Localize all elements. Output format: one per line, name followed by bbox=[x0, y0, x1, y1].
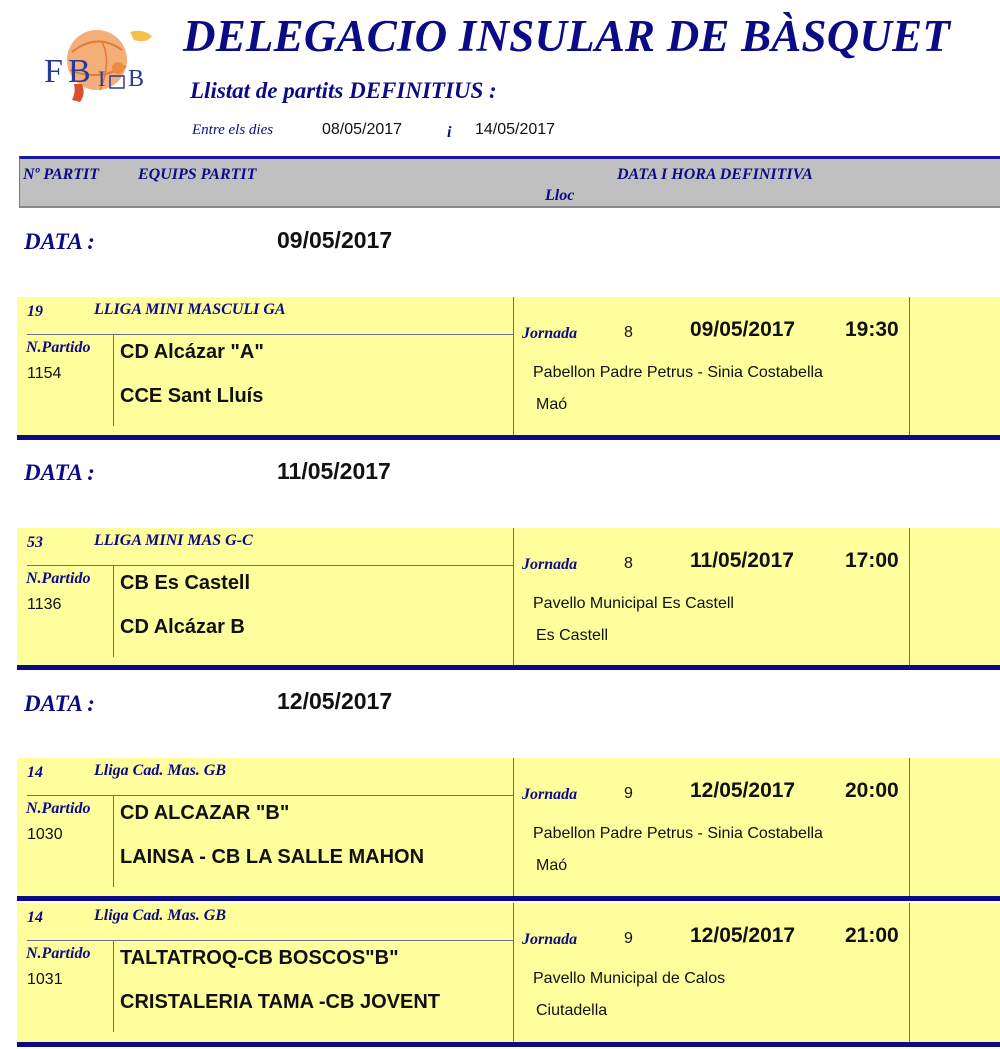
category-rule bbox=[27, 334, 513, 335]
home-team: CD Alcázar "A" bbox=[120, 341, 264, 363]
column-divider bbox=[909, 758, 910, 896]
np-value: 1030 bbox=[27, 826, 63, 843]
svg-text:B: B bbox=[128, 66, 145, 92]
column-divider bbox=[909, 528, 910, 665]
column-header-num: Nº PARTIT bbox=[23, 166, 100, 183]
category-rule bbox=[27, 940, 513, 941]
away-team: CD Alcázar B bbox=[120, 616, 245, 638]
home-team: CD ALCAZAR "B" bbox=[120, 802, 290, 824]
match-card[interactable] bbox=[17, 528, 1000, 670]
match-date: 12/05/2017 bbox=[690, 924, 796, 947]
column-header-bar bbox=[19, 156, 1000, 208]
match-date: 11/05/2017 bbox=[690, 549, 794, 572]
section-date-value: 12/05/2017 bbox=[277, 688, 393, 714]
jornada-value: 8 bbox=[624, 324, 633, 341]
inner-divider bbox=[113, 795, 114, 887]
match-time: 19:30 bbox=[845, 318, 899, 341]
svg-text:B: B bbox=[68, 53, 91, 90]
match-city: Ciutadella bbox=[536, 1002, 608, 1019]
match-number: 53 bbox=[27, 534, 43, 551]
np-value: 1031 bbox=[27, 971, 63, 988]
section-date-value: 11/05/2017 bbox=[277, 458, 391, 484]
svg-text:I: I bbox=[98, 66, 106, 91]
page-title: DELEGACIO INSULAR DE BÀSQUET bbox=[183, 11, 951, 61]
away-team: CRISTALERIA TAMA -CB JOVENT bbox=[120, 991, 440, 1013]
np-label: N.Partido bbox=[26, 339, 91, 356]
column-divider bbox=[513, 297, 514, 435]
match-card[interactable] bbox=[17, 758, 1000, 901]
column-header-teams: EQUIPS PARTIT bbox=[138, 166, 257, 183]
away-team: CCE Sant Lluís bbox=[120, 385, 264, 407]
inner-divider bbox=[113, 565, 114, 657]
match-number: 14 bbox=[27, 909, 43, 926]
match-category: LLIGA MINI MASCULI GA bbox=[94, 301, 286, 318]
match-card[interactable] bbox=[17, 297, 1000, 440]
match-category: Lliga Cad. Mas. GB bbox=[94, 762, 227, 779]
match-category: LLIGA MINI MAS G-C bbox=[94, 532, 253, 549]
match-number: 19 bbox=[27, 303, 43, 320]
away-team: LAINSA - CB LA SALLE MAHON bbox=[120, 846, 425, 868]
section-date-label: DATA : bbox=[24, 691, 95, 716]
basketball-logo-icon bbox=[42, 22, 157, 107]
category-rule bbox=[27, 565, 513, 566]
np-label: N.Partido bbox=[26, 945, 91, 962]
match-venue: Pabellon Padre Petrus - Sinia Costabella bbox=[533, 364, 823, 381]
jornada-label: Jornada bbox=[522, 931, 578, 948]
np-label: N.Partido bbox=[26, 800, 91, 817]
date-range-from: 08/05/2017 bbox=[322, 121, 403, 138]
match-city: Maó bbox=[536, 857, 568, 874]
jornada-value: 9 bbox=[624, 930, 633, 947]
match-time: 21:00 bbox=[845, 924, 899, 947]
column-header-place: Lloc bbox=[545, 187, 575, 204]
section-date-label: DATA : bbox=[24, 460, 95, 485]
match-date: 12/05/2017 bbox=[690, 779, 796, 802]
home-team: CB Es Castell bbox=[120, 572, 251, 594]
np-value: 1154 bbox=[27, 365, 62, 382]
inner-divider bbox=[113, 334, 114, 426]
jornada-value: 9 bbox=[624, 785, 633, 802]
jornada-value: 8 bbox=[624, 555, 633, 572]
date-range-label: Entre els dies bbox=[192, 122, 274, 138]
match-venue: Pabellon Padre Petrus - Sinia Costabella bbox=[533, 825, 823, 842]
match-number: 14 bbox=[27, 764, 43, 781]
column-divider bbox=[513, 903, 514, 1042]
column-divider bbox=[909, 297, 910, 435]
date-range-to: 14/05/2017 bbox=[475, 121, 556, 138]
section-date-value: 09/05/2017 bbox=[277, 227, 393, 253]
svg-text:F: F bbox=[44, 53, 63, 90]
match-card[interactable] bbox=[17, 903, 1000, 1047]
np-label: N.Partido bbox=[26, 570, 91, 587]
section-date-label: DATA : bbox=[24, 229, 95, 254]
match-time: 20:00 bbox=[845, 779, 899, 802]
category-rule bbox=[27, 795, 513, 796]
match-city: Maó bbox=[536, 396, 568, 413]
np-value: 1136 bbox=[27, 596, 62, 613]
column-divider bbox=[513, 528, 514, 665]
date-range-separator: i bbox=[447, 124, 452, 141]
inner-divider bbox=[113, 940, 114, 1032]
home-team: TALTATROQ-CB BOSCOS"B" bbox=[120, 947, 399, 969]
jornada-label: Jornada bbox=[522, 786, 578, 803]
jornada-label: Jornada bbox=[522, 556, 578, 573]
match-time: 17:00 bbox=[845, 549, 899, 572]
match-venue: Pavello Municipal Es Castell bbox=[533, 595, 734, 612]
column-header-datetime: DATA I HORA DEFINITIVA bbox=[617, 166, 813, 183]
jornada-label: Jornada bbox=[522, 325, 578, 342]
match-city: Es Castell bbox=[536, 627, 609, 644]
match-category: Lliga Cad. Mas. GB bbox=[94, 907, 227, 924]
column-divider bbox=[909, 903, 910, 1042]
fbib-logo bbox=[42, 22, 157, 107]
match-venue: Pavello Municipal de Calos bbox=[533, 970, 726, 987]
match-date: 09/05/2017 bbox=[690, 318, 796, 341]
column-divider bbox=[513, 758, 514, 896]
page-subtitle: Llistat de partits DEFINITIUS : bbox=[190, 78, 497, 103]
